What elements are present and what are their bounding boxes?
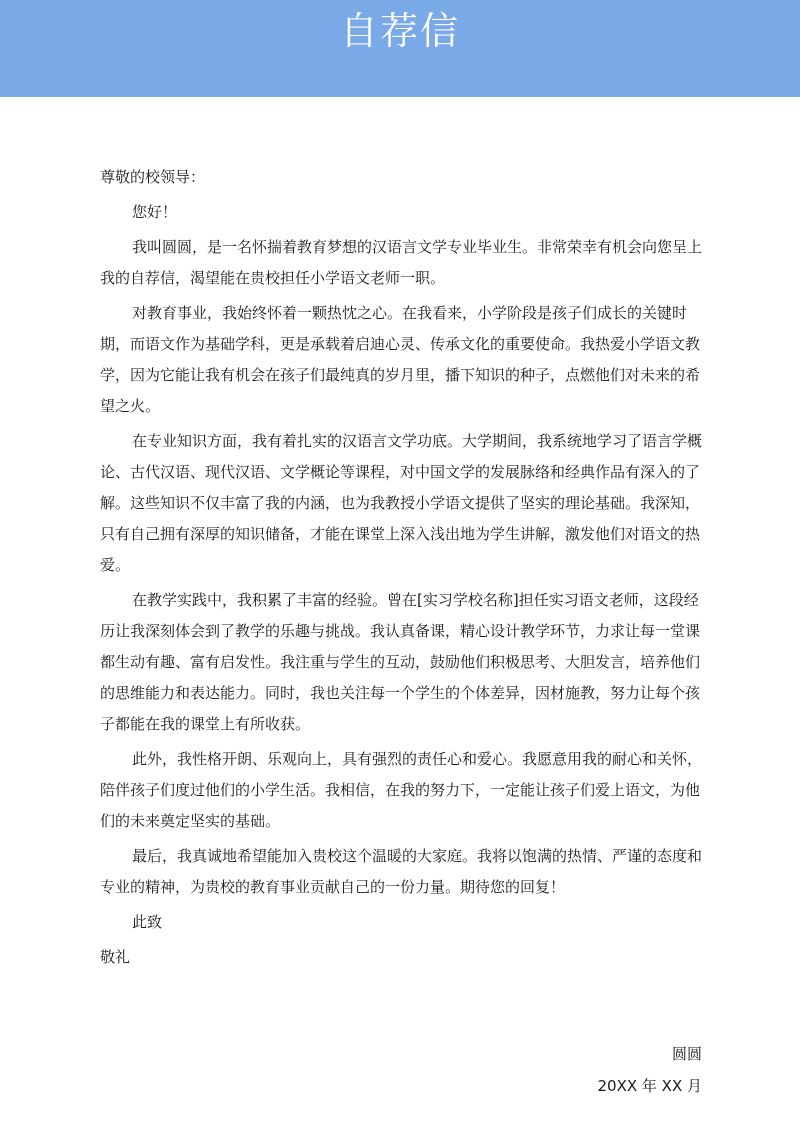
paragraph-line: 对教育事业，我始终怀着一颗热忱之心。在我看来，小学阶段是孩子们成长的关键时	[132, 304, 688, 322]
paragraph-practice	[100, 585, 700, 740]
paragraph-line: 解。这些知识不仅丰富了我的内涵，也为我教授小学语文提供了坚实的理论基础。我深知，	[100, 494, 701, 512]
paragraph-line: 论、古代汉语、现代汉语、文学概论等课程，对中国文学的发展脉络和经典作品有深入的了	[100, 463, 701, 481]
paragraph-line: 此外，我性格开朗、乐观向上，具有强烈的责任心和爱心。我愿意用我的耐心和关怀，	[132, 750, 703, 768]
paragraph-knowledge	[100, 426, 703, 581]
paragraph-line: 爱。	[100, 556, 131, 574]
paragraph-line: 们的未来奠定坚实的基础。	[100, 812, 281, 830]
closing-salute: 敬礼	[100, 948, 131, 966]
paragraph-line: 只有自己拥有深厚的知识储备，才能在课堂上深入浅出地为学生讲解，激发他们对语文的热	[100, 525, 701, 543]
closing-regards: 此致	[132, 913, 163, 931]
signature-name: 圆圆	[671, 1045, 702, 1063]
paragraph-line: 都生动有趣、富有启发性。我注重与学生的互动，鼓励他们积极思考、大胆发言，培养他们	[100, 653, 701, 671]
paragraph-line: 子都能在我的课堂上有所收获。	[100, 715, 311, 733]
paragraph-line: 在教学实践中，我积累了丰富的经验。曾在[实习学校名称]担任实习语文老师，这段经	[132, 591, 699, 609]
paragraph-intro	[100, 232, 703, 294]
paragraph-character	[100, 744, 703, 837]
paragraph-line: 陪伴孩子们度过他们的小学生活。我相信，在我的努力下，一定能让孩子们爱上语文，为他	[100, 781, 701, 799]
salutation: 尊敬的校领导：	[100, 168, 206, 186]
paragraph-line: 在专业知识方面，我有着扎实的汉语言文学功底。大学期间，我系统地学习了语言学概	[132, 432, 703, 450]
signature-date: 20XX 年 XX 月	[597, 1077, 702, 1095]
paragraph-line: 我叫圆圆，是一名怀揣着教育梦想的汉语言文学专业毕业生。非常荣幸有机会向您呈上	[132, 238, 703, 256]
paragraph-line: 历让我深刻体会到了教学的乐趣与挑战。我认真备课，精心设计教学环节，力求让每一堂课	[100, 622, 701, 640]
letter-body	[100, 162, 703, 973]
paragraph-line: 的思维能力和表达能力。同时，我也关注每一个学生的个体差异，因材施教，努力让每个孩	[100, 684, 701, 702]
paragraph-line: 最后，我真诚地希望能加入贵校这个温暖的大家庭。我将以饱满的热情、严谨的态度和	[132, 847, 703, 865]
greeting: 您好！	[132, 203, 178, 221]
paragraph-line: 期，而语文作为基础学科，更是承载着启迪心灵、传承文化的重要使命。我热爱小学语文教	[100, 335, 701, 353]
header-band	[0, 0, 800, 97]
page-title: 自荐信	[339, 9, 460, 53]
paragraph-closing	[100, 841, 703, 903]
paragraph-line: 望之火。	[100, 397, 161, 415]
paragraph-passion	[100, 298, 700, 422]
signature-block	[598, 1038, 703, 1102]
paragraph-line: 专业的精神，为贵校的教育事业贡献自己的一份力量。期待您的回复！	[100, 878, 566, 896]
paragraph-line: 学，因为它能让我有机会在孩子们最纯真的岁月里，播下知识的种子，点燃他们对未来的希	[100, 366, 701, 384]
paragraph-line: 我的自荐信，渴望能在贵校担任小学语文老师一职。	[100, 269, 446, 287]
